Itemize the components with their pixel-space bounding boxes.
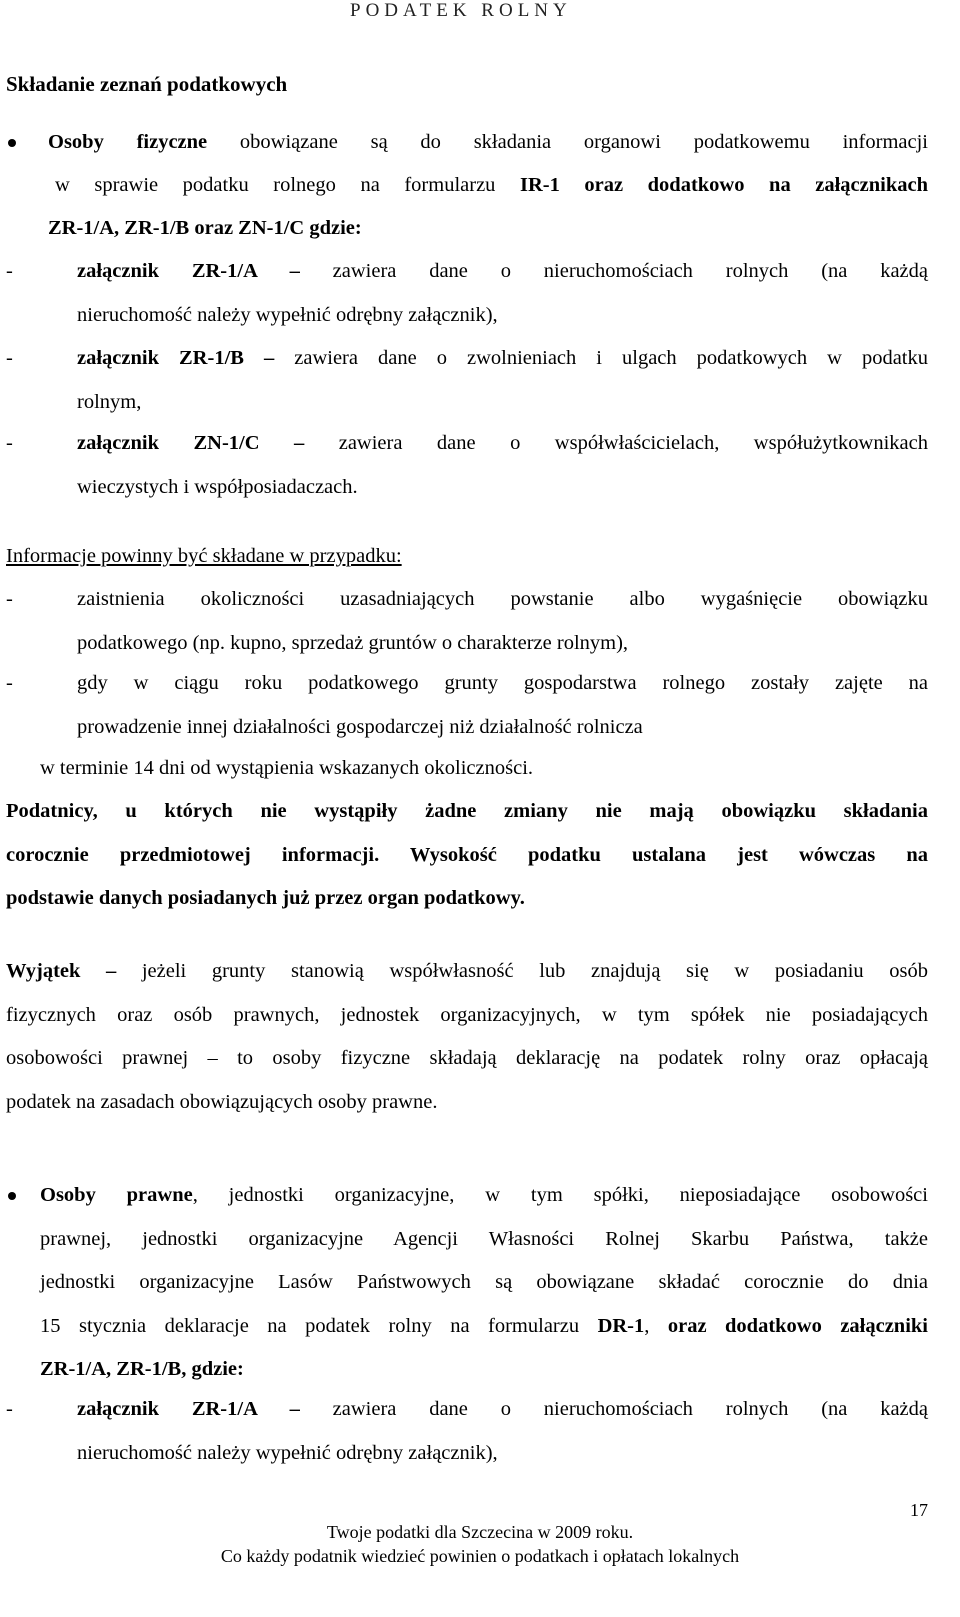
- section-heading: Składanie zeznań podatkowych: [6, 72, 288, 96]
- footer-line-1: Twoje podatki dla Szczecina w 2009 roku.: [326, 1522, 634, 1542]
- case-item: - gdy w ciągu roku podatkowego grunty gospodarstwa rolnego zostały zajęte na prowadzenie innej działalności gospodarczej niż działalność rolnicza: [6, 672, 928, 738]
- case-item: - zaistnienia okoliczności uzasadniających powstanie albo wygaśnięcie obowiązku podatkowego (np. kupno, sprzedaż gruntów o charakterze rolnym),: [6, 588, 928, 654]
- page-header: PODATEK ROLNY: [350, 0, 572, 21]
- info-intro: Informacje powinny być składane w przypadku:: [6, 545, 402, 567]
- text-line: ZR-1/A, ZR-1/B oraz ZN-1/C gdzie:: [48, 217, 362, 239]
- paragraph-legal-persons: Osoby prawne, jednostki organizacyjne, w tym spółki, nieposiadające osobowości prawnej, jednostki organizacyjne Agencji Własności Rolnej Skarbu Państwa, także jednostki organizacyjne Lasów Państwowych są obowiązane składać corocznie do dnia 15 stycznia deklaracje na podatek rolny na formularzu DR-1, oraz dodatkowo załączniki ZR-1/A, ZR-1/B, gdzie:: [40, 1184, 928, 1380]
- bullet-icon: [8, 1192, 16, 1200]
- paragraph-persons-line3: [48, 207, 928, 251]
- footer-line-2: Co każdy podatnik wiedzieć powinien o podatkach i opłatach lokalnych: [220, 1546, 740, 1566]
- paragraph-persons-line2: [55, 164, 928, 208]
- exception-paragraph: Wyjątek – jeżeli grunty stanowią współwłasność lub znajdują się w posiadaniu osób fizycznych oraz osób prawnych, jednostek organizacyjnych, w tym spółek nie posiadających osobowości prawnej – to osoby fizyczne składają deklarację na podatek rolny oraz opłacają podatek na zasadach obowiązujących osoby prawne.: [6, 960, 928, 1113]
- text-line: Osoby fizyczne obowiązane są do składania organowi podatkowemu informacji: [48, 131, 928, 153]
- text-line: w sprawie podatku rolnego na formularzu IR-1 oraz dodatkowo na załącznikach: [55, 174, 928, 196]
- paragraph-persons: [48, 121, 928, 165]
- attachment-item: - załącznik ZR-1/A – zawiera dane o nieruchomościach rolnych (na każdą nieruchomość należy wypełnić odrębny załącznik),: [6, 260, 928, 326]
- bold-paragraph: Podatnicy, u których nie wystąpiły żadne zmiany nie mają obowiązku składania corocznie przedmiotowej informacji. Wysokość podatku ustalana jest wówczas na podstawie danych posiadanych już przez organ podatkowy.: [6, 800, 928, 909]
- attachment-item: - załącznik ZN-1/C – zawiera dane o współwłaścicielach, współużytkownikach wieczystych i współposiadaczach.: [6, 432, 929, 498]
- bullet-icon: [8, 139, 16, 147]
- page-number: 17: [910, 1500, 928, 1520]
- term-text: w terminie 14 dni od wystąpienia wskazanych okoliczności.: [40, 757, 534, 779]
- attachment-item: - załącznik ZR-1/B – zawiera dane o zwolnieniach i ulgach podatkowych w podatku rolnym,: [6, 347, 929, 413]
- attachment-item: - załącznik ZR-1/A – zawiera dane o nieruchomościach rolnych (na każdą nieruchomość należy wypełnić odrębny załącznik),: [6, 1398, 928, 1464]
